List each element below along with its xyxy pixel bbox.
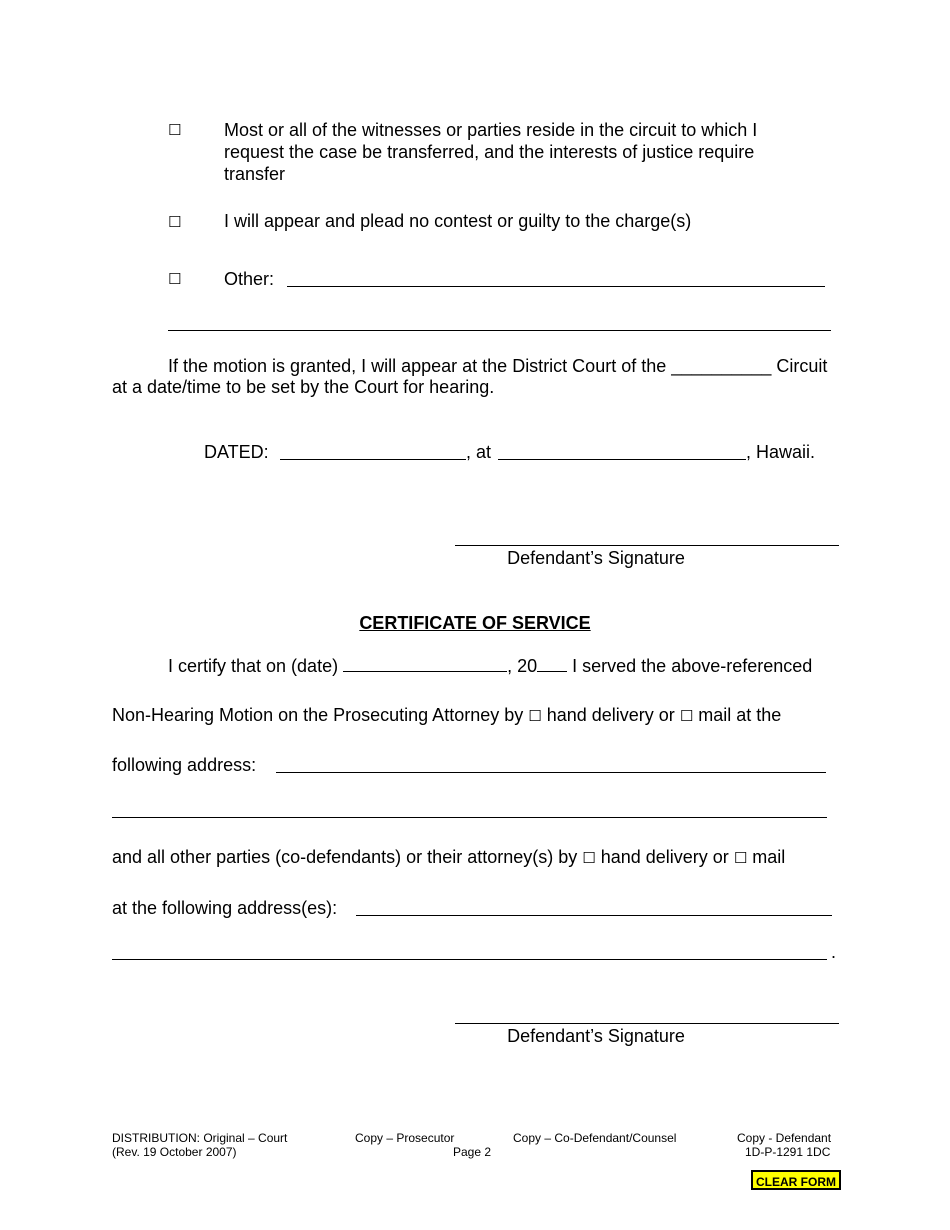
footer-page-number: Page 2: [453, 1145, 492, 1159]
defendant-signature-label-1: Defendant’s Signature: [507, 548, 685, 568]
checkbox-other[interactable]: ☐: [168, 270, 182, 288]
motion-line-1: If the motion is granted, I will appear at the District Court of the __________ Circuit: [168, 356, 828, 376]
served-text: I served the above-referenced: [572, 656, 813, 676]
prosecutor-address-line-1[interactable]: [276, 772, 826, 773]
footer-copy-prosecutor: Copy – Prosecutor: [355, 1131, 455, 1145]
certificate-line-5: [112, 846, 785, 869]
certify-text: I certify that on (date): [168, 656, 339, 676]
dated-label: DATED:: [204, 442, 269, 462]
checkbox-plead[interactable]: ☐: [168, 213, 182, 231]
witnesses-option-text: [224, 119, 757, 185]
witnesses-line-2: request the case be transferred, and the interests of justice require: [224, 142, 755, 162]
year-prefix: , 20: [507, 656, 538, 676]
checkbox-witnesses[interactable]: ☐: [168, 121, 182, 139]
parties-mail-label: mail: [752, 847, 786, 867]
footer-revision: (Rev. 19 October 2007): [112, 1145, 237, 1159]
checkbox-parties-mail[interactable]: ☐: [733, 849, 748, 867]
certificate-line-1: [168, 655, 812, 677]
witnesses-line-3: transfer: [224, 164, 286, 184]
other-field-line-2[interactable]: [168, 330, 831, 331]
certificate-title: CERTIFICATE OF SERVICE: [359, 613, 591, 633]
checkbox-prosecutor-mail[interactable]: ☐: [679, 707, 694, 725]
parties-address-line-1[interactable]: [356, 915, 832, 916]
parties-hand-delivery-label: hand delivery or: [600, 847, 729, 867]
motion-line-2: at a date/time to be set by the Court for hearing.: [112, 377, 495, 397]
other-parties-text: and all other parties (co-defendants) or their attorney(s) by: [112, 847, 578, 867]
certificate-line-2: [112, 704, 781, 727]
footer-form-number: 1D-P-1291 1DC: [745, 1145, 831, 1159]
service-year-field[interactable]: [537, 655, 567, 672]
footer-distribution: DISTRIBUTION: Original – Court: [112, 1131, 288, 1145]
defendant-signature-line-2[interactable]: [455, 1023, 839, 1024]
dated-at: , at: [466, 442, 492, 462]
defendant-signature-label-2: Defendant’s Signature: [507, 1026, 685, 1046]
footer-copy-defendant: Copy - Defendant: [737, 1131, 832, 1145]
plead-option-text: I will appear and plead no contest or guilty to the charge(s): [224, 211, 692, 231]
prosecutor-mail-label: mail at the: [698, 705, 782, 725]
witnesses-line-1: Most or all of the witnesses or parties reside in the circuit to which I: [224, 120, 758, 140]
checkbox-parties-hand-delivery[interactable]: ☐: [582, 849, 596, 867]
address-period: .: [831, 942, 837, 962]
footer-copy-codefendant: Copy – Co-Defendant/Counsel: [513, 1131, 677, 1145]
following-addresses-label: at the following address(es):: [112, 898, 338, 918]
defendant-signature-line-1[interactable]: [455, 545, 839, 546]
service-date-field[interactable]: [343, 655, 507, 672]
prosecutor-address-line-2[interactable]: [112, 817, 827, 818]
dated-hawaii: , Hawaii.: [746, 442, 816, 462]
clear-form-button[interactable]: CLEAR FORM: [751, 1170, 841, 1190]
prosecuting-attorney-text: Non-Hearing Motion on the Prosecuting Attorney by: [112, 705, 524, 725]
date-field[interactable]: [280, 459, 466, 460]
following-address-label: following address:: [112, 755, 257, 775]
checkbox-prosecutor-hand-delivery[interactable]: ☐: [528, 707, 542, 725]
place-field[interactable]: [498, 459, 746, 460]
other-label: Other:: [224, 269, 275, 289]
other-field-line-1[interactable]: [287, 286, 825, 287]
parties-address-line-2[interactable]: [112, 959, 827, 960]
prosecutor-hand-delivery-label: hand delivery or: [546, 705, 675, 725]
